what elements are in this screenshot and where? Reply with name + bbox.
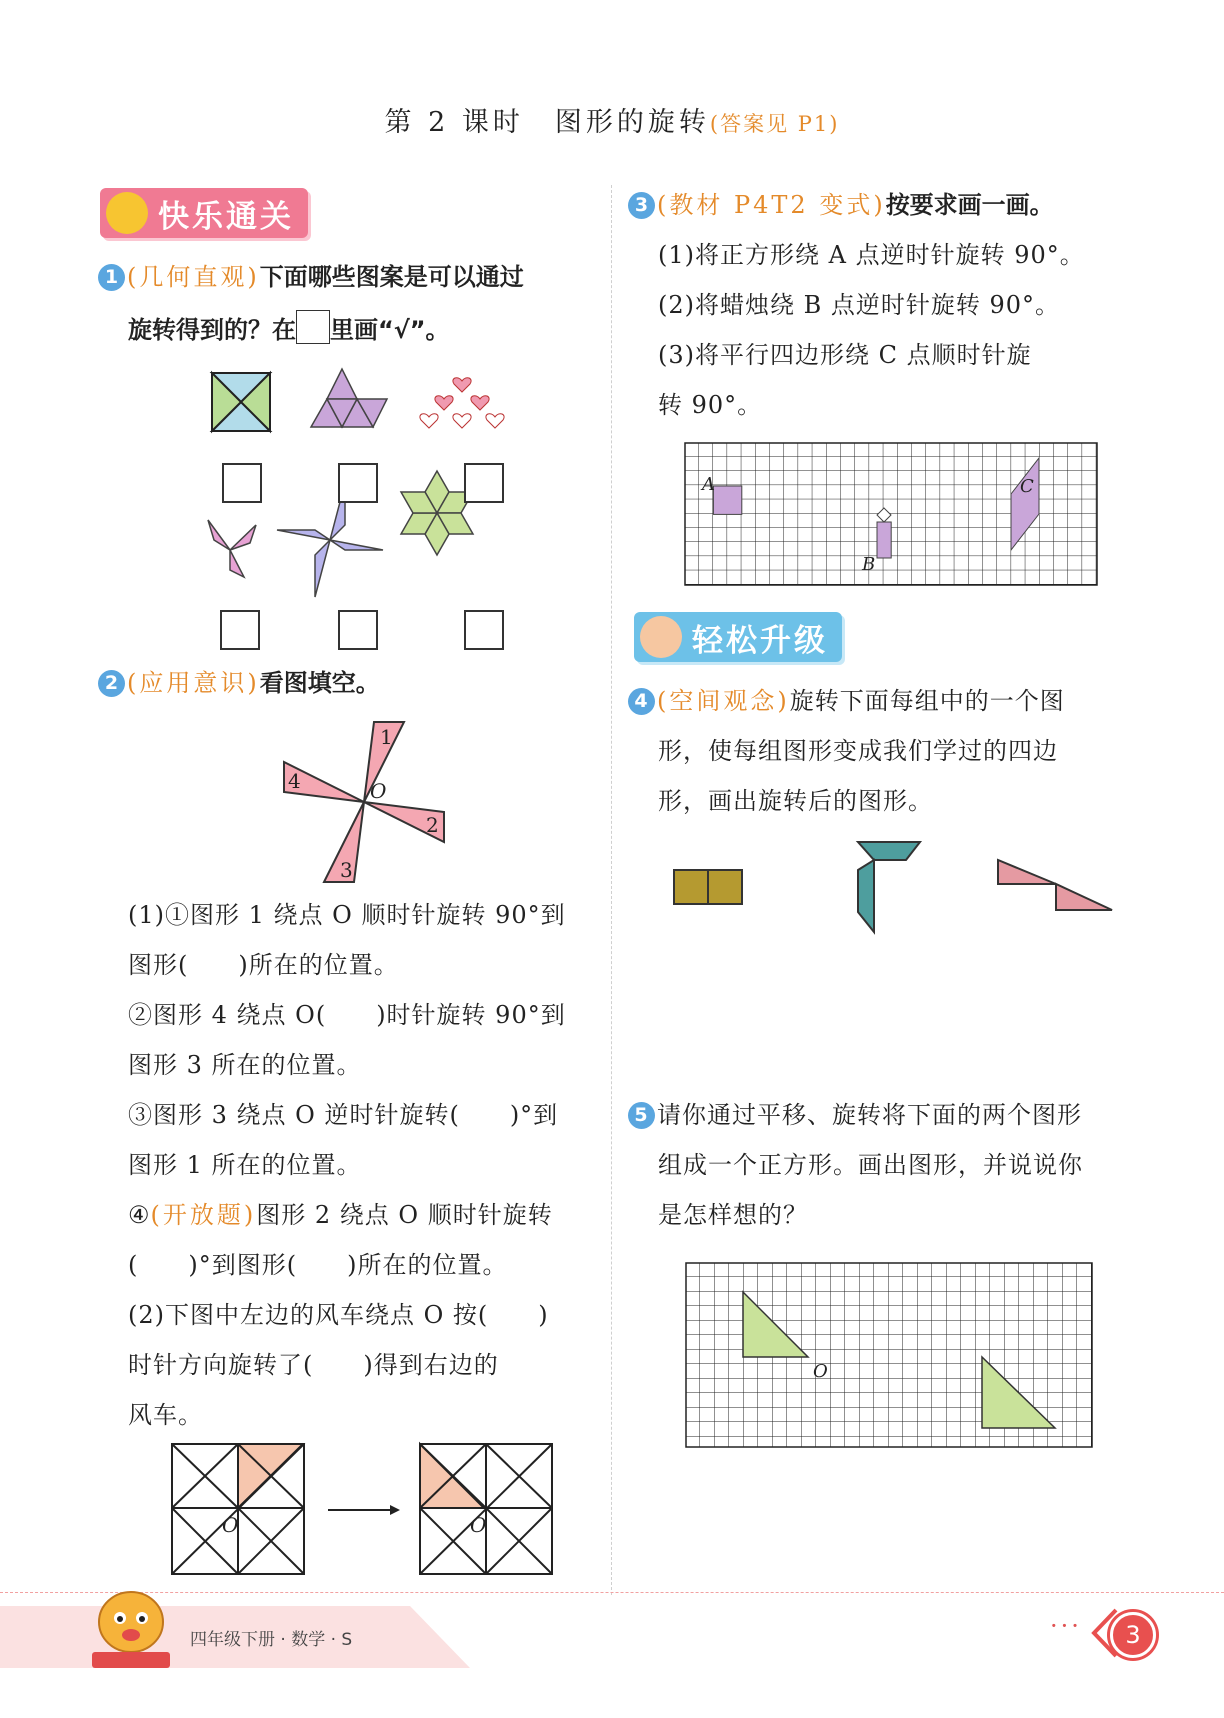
q2-s2b: 时针方向旋转了( )得到右边的 <box>128 1351 499 1379</box>
q2-s1-1b: 图形( )所在的位置。 <box>128 951 399 979</box>
q2-s2a: (2)下图中左边的风车绕点 O 按( ) <box>128 1301 549 1329</box>
q2-s1-4a <box>128 1190 608 1240</box>
lightbulb-icon <box>106 192 148 234</box>
q1-stem-line2 <box>128 305 450 355</box>
section-banner-happy <box>100 188 308 238</box>
square-shape <box>713 486 741 514</box>
svg-text:O: O <box>222 1513 239 1537</box>
svg-text:O: O <box>470 1513 487 1537</box>
q3-number: 3 <box>628 192 655 219</box>
q5-grid <box>685 1262 1095 1452</box>
q3-stem <box>628 180 1054 230</box>
label-a: A <box>702 474 715 495</box>
label-c: C <box>1020 476 1034 497</box>
q5-line1: 请你通过平移、旋转将下面的两个图形 <box>657 1101 1082 1129</box>
q2-s1-2a: ②图形 4 绕点 O( )时针旋转 90°到 <box>128 1001 566 1029</box>
q1-answer-box-6[interactable] <box>464 610 504 650</box>
q2-stem-text: 看图填空。 <box>259 669 380 697</box>
two-triangles <box>998 860 1112 910</box>
tiger-mascot-icon <box>86 1580 176 1675</box>
q2-s1-4b: ( )°到图形( )所在的位置。 <box>128 1251 508 1279</box>
q3-grid <box>684 442 1104 590</box>
q3-s1: (1)将正方形绕 A 点逆时针旋转 90°。 <box>658 241 1085 269</box>
label-3: 3 <box>340 858 353 882</box>
q3-s2: (2)将蜡烛绕 B 点逆时针旋转 90°。 <box>658 291 1061 319</box>
footer-dots-text: ··· <box>1050 1612 1082 1640</box>
q1-number: 1 <box>98 264 125 291</box>
q1-answer-box-3[interactable] <box>464 463 504 503</box>
q5-number: 5 <box>628 1102 655 1129</box>
q4-line2: 形，使每组图形变成我们学过的四边 <box>658 737 1058 765</box>
q4-tag: (空间观念) <box>657 687 790 715</box>
q2-s1-4a-text: 图形 2 绕点 O 顺时针旋转 <box>256 1201 553 1229</box>
q1-sample-box <box>296 310 330 344</box>
label-o: O <box>813 1361 828 1382</box>
label-1: 1 <box>380 725 393 749</box>
q5-line2: 组成一个正方形。画出图形，并说说你 <box>658 1151 1083 1179</box>
label-o: O <box>370 779 387 803</box>
two-rectangles <box>674 870 742 904</box>
q4-line1-row <box>628 676 1128 726</box>
q3-tag: (教材 P4T2 变式) <box>657 191 886 219</box>
page-number: 3 <box>1110 1612 1156 1658</box>
q2-s1-2b: 图形 3 所在的位置。 <box>128 1051 362 1079</box>
left-windmill <box>172 1444 304 1574</box>
section-banner-upgrade <box>634 612 842 662</box>
q1-answer-box-5[interactable] <box>338 610 378 650</box>
q3-items <box>658 230 1128 430</box>
q1-line2b: 里画“√”。 <box>330 316 450 344</box>
q4-line3: 形，画出旋转后的图形。 <box>658 787 933 815</box>
q5-line3: 是怎样想的？ <box>658 1201 808 1229</box>
section-title-upgrade: 轻松升级 <box>692 622 828 659</box>
q2-subquestions <box>128 890 608 1440</box>
q2-s2c: 风车。 <box>128 1401 203 1429</box>
candle-shape <box>877 522 891 558</box>
q2-stem <box>98 658 380 708</box>
pattern-hearts <box>420 378 504 428</box>
q4-number: 4 <box>628 688 655 715</box>
answer-reference: (答案见 P1) <box>709 112 840 136</box>
q2-s1-3b: 图形 1 所在的位置。 <box>128 1151 362 1179</box>
footer-divider <box>0 1592 1224 1593</box>
q4-line1: 旋转下面每组中的一个图 <box>789 687 1065 715</box>
q2-windmill-pair <box>168 1440 568 1580</box>
q1-answer-box-1[interactable] <box>222 463 262 503</box>
q4-stem <box>628 676 1128 826</box>
footer-dots <box>1050 1612 1082 1640</box>
q1-answer-box-4[interactable] <box>220 610 260 650</box>
q2-s1-3a: ③图形 3 绕点 O 逆时针旋转( )°到 <box>128 1101 559 1129</box>
thumbs-up-icon <box>640 616 682 658</box>
q2-number: 2 <box>98 670 125 697</box>
label-b: B <box>862 554 876 575</box>
label-4: 4 <box>288 769 301 793</box>
q1-line1: 下面哪些图案是可以通过 <box>259 263 524 291</box>
footer-book-info: 四年级下册 · 数学 · S <box>190 1630 353 1650</box>
two-trapezoid-pieces <box>858 842 920 932</box>
q3-s3b: 转 90°。 <box>658 391 763 419</box>
q5-line1-row <box>628 1090 1128 1140</box>
lesson-title: 第 2 课时 图形的旋转 <box>384 107 710 138</box>
q1-answer-box-2[interactable] <box>338 463 378 503</box>
q2-s1-1a: (1)①图形 1 绕点 O 顺时针旋转 90°到 <box>128 901 566 929</box>
pattern-rhombus-star <box>401 471 473 555</box>
q5-stem <box>628 1090 1128 1240</box>
q1-line2a: 旋转得到的？在 <box>128 316 296 344</box>
page-title <box>0 100 1224 139</box>
q2-tag: (应用意识) <box>127 669 260 697</box>
q4-shapes <box>672 840 1122 940</box>
q1-patterns <box>200 365 620 655</box>
q1-stem-line1 <box>98 252 608 302</box>
q3-stem-text: 按要求画一画。 <box>885 191 1054 219</box>
q2-open-tag: (开放题) <box>150 1201 257 1229</box>
pattern-square-diagonals <box>212 373 270 431</box>
q2-s1-4-marker: ④ <box>128 1201 151 1229</box>
right-windmill <box>420 1444 552 1574</box>
q1-tag: (几何直观) <box>127 263 260 291</box>
q3-s3a: (3)将平行四边形绕 C 点顺时针旋 <box>658 341 1032 369</box>
pattern-three-blade-pinwheel <box>208 520 256 577</box>
label-2: 2 <box>426 813 439 837</box>
section-title-happy: 快乐通关 <box>158 198 294 235</box>
pattern-three-triangles <box>311 369 387 427</box>
q2-pinwheel-figure <box>270 710 460 890</box>
